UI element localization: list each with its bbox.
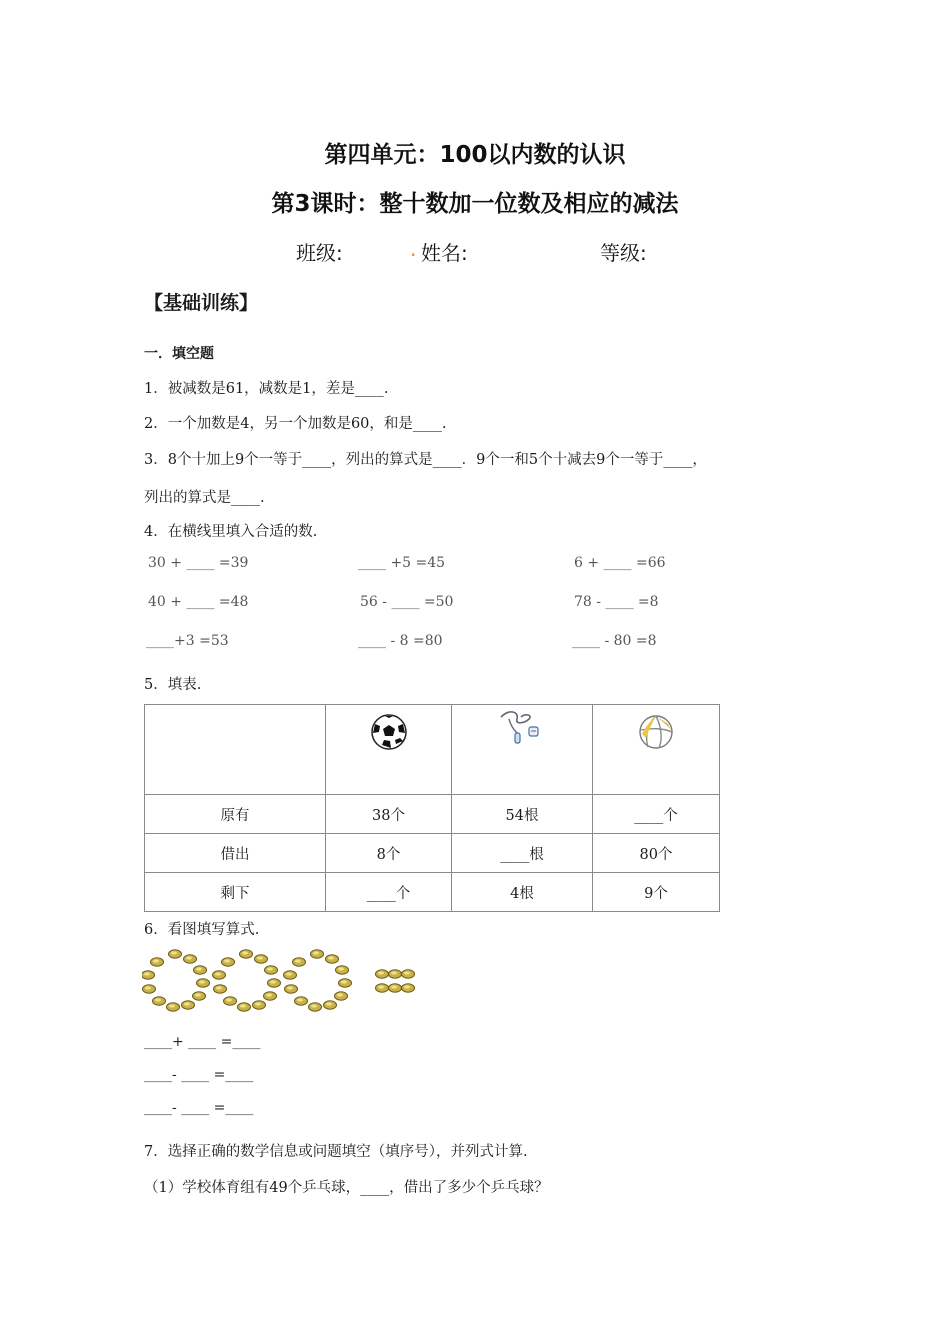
name-marker: . [410,237,417,261]
question-3: 3．8个十加上9个一等于____，列出的算式是____．9个一和5个十减去9个一等于____， [144,452,707,468]
table-cell: 9个 [593,873,720,912]
table-row-label: 剩下 [145,873,326,912]
table-cell: 4根 [452,873,593,912]
loose-beads [376,970,415,992]
lesson-title: 第3课时：整十数加一位数及相应的减法 [271,191,679,217]
class-label: 班级: [296,241,343,265]
question-5: 5．填表. [144,677,202,693]
bead-rings-picture [142,946,432,1018]
table-row-label: 借出 [145,834,326,873]
question-4: 4．在横线里填入合适的数. [144,524,318,540]
equation: ____- ____ =____ [144,1067,254,1083]
bead-ring-icon [142,950,210,1011]
equation: ____ - 8 =80 [358,633,443,649]
question-2: 2．一个加数是4，另一个加数是60，和是____. [144,416,447,432]
question-7: 7．选择正确的数学信息或问题填空（填序号），并列式计算. [144,1144,528,1160]
beach-ball-icon [635,710,677,752]
question-6: 6．看图填写算式. [144,922,260,938]
page-title: 第四单元：100以内数的认识 [324,142,626,168]
table-cell: ____个 [326,873,452,912]
section-heading: 【基础训练】 [144,292,259,314]
equation: ____ +5 =45 [358,555,446,571]
fill-table [144,704,720,912]
equation: 56 - ____ =50 [360,594,454,610]
bead-ring-icon [213,950,281,1011]
equation: 6 + ____ =66 [574,555,666,571]
name-label: 姓名: [421,241,468,265]
equation: ____+ ____ =____ [144,1034,261,1050]
question-1: 1．被减数是61，减数是1，差是____. [144,381,389,397]
table-cell: 80个 [593,834,720,873]
part-heading: 一．填空题 [144,346,214,362]
equation: 78 - ____ =8 [574,594,659,610]
equation: 30 + ____ =39 [148,555,249,571]
question-7-part-1: （1）学校体育组有49个乒乓球，____，借出了多少个乒乓球？ [144,1180,549,1196]
table-cell: ____个 [593,795,720,834]
jump-rope-icon [495,707,549,751]
equation: ____+3 =53 [146,633,229,649]
soccer-ball-icon [369,712,409,752]
table-corner-cell [145,705,326,795]
table-cell: ____根 [452,834,593,873]
equation: ____ - 80 =8 [572,633,657,649]
table-cell: 8个 [326,834,452,873]
table-cell: 54根 [452,795,593,834]
table-header-cell [593,705,720,795]
equation: 40 + ____ =48 [148,594,249,610]
table-header-cell [452,705,593,795]
equation: ____- ____ =____ [144,1100,254,1116]
table-header-cell [326,705,452,795]
grade-label: 等级: [600,241,647,265]
table-cell: 38个 [326,795,452,834]
table-row-label: 原有 [145,795,326,834]
bead-ring-icon [284,950,352,1011]
question-3-continued: 列出的算式是____. [144,490,265,506]
